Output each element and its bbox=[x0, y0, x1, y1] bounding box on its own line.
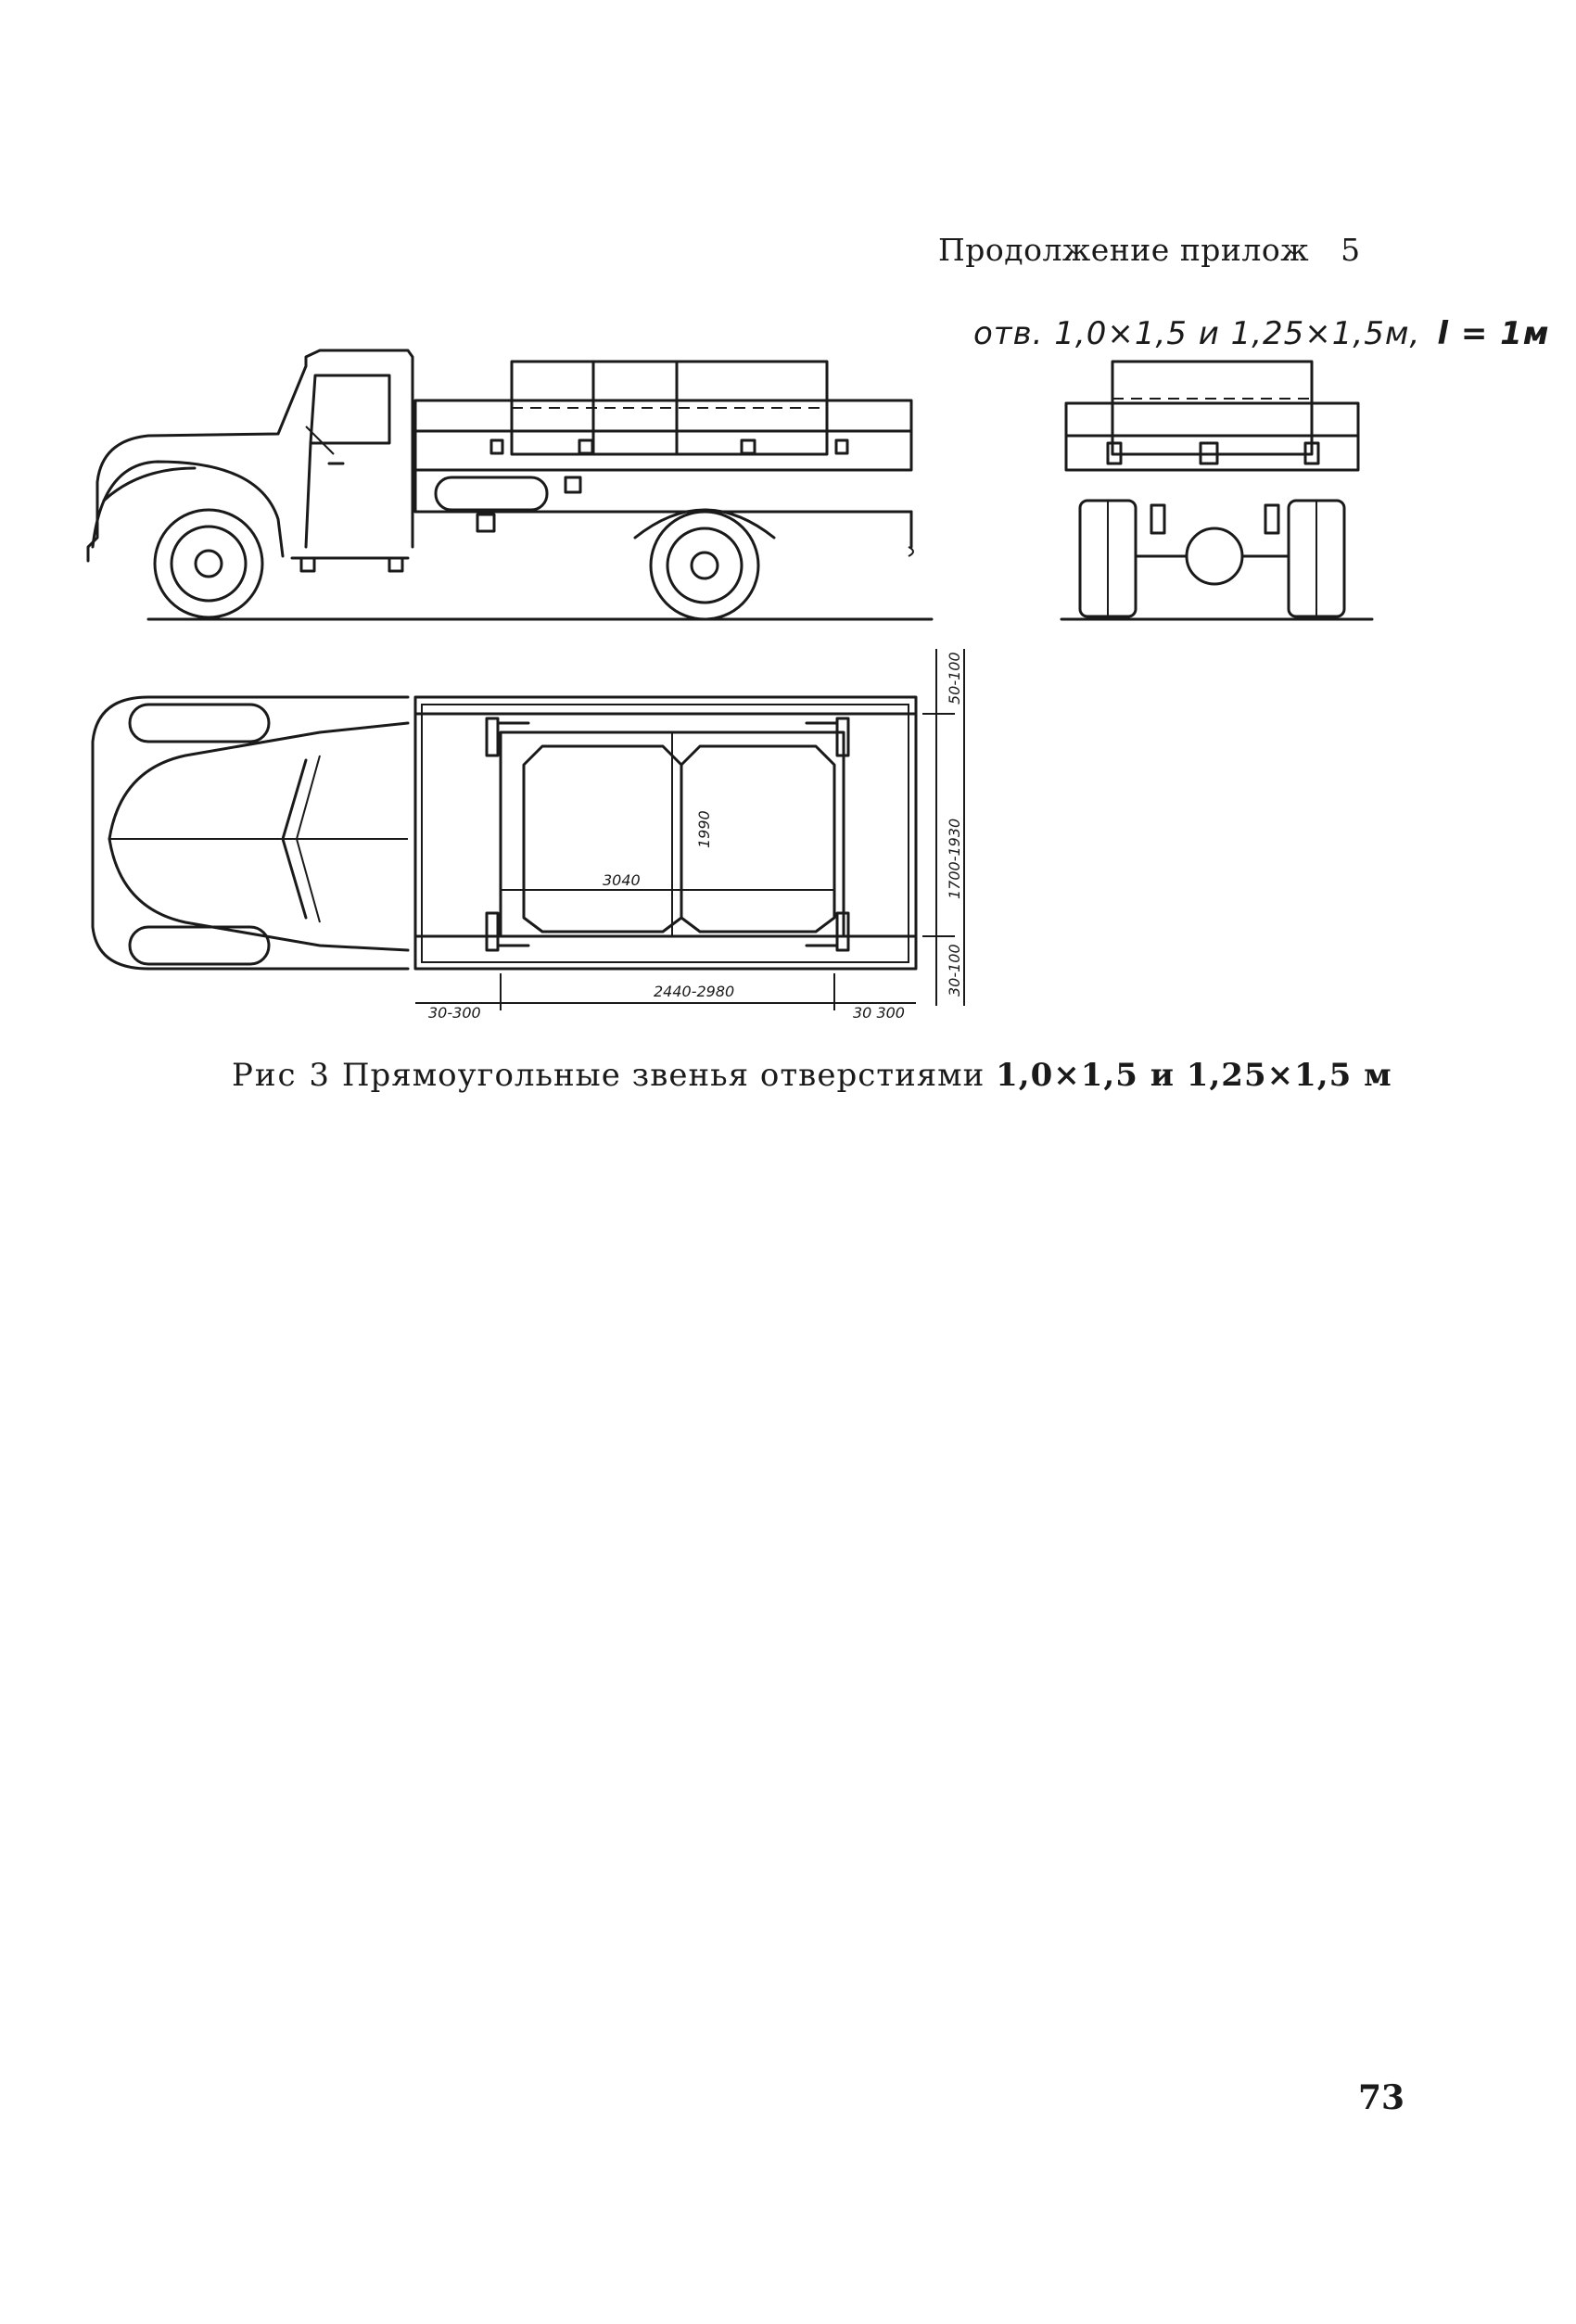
tow-hook bbox=[909, 547, 913, 556]
dim-width-bottom: 30-100 bbox=[946, 944, 963, 997]
spring bbox=[1265, 505, 1278, 533]
truck-plan-view bbox=[93, 649, 964, 1022]
figure-number: Рис 3 bbox=[232, 1057, 332, 1094]
dim-inner-width: 1700-1930 bbox=[946, 818, 963, 899]
front-fender bbox=[93, 462, 283, 556]
front-wheel-hub bbox=[196, 551, 222, 577]
rear-wheel-hub bbox=[692, 552, 718, 578]
dim-width-top: 50-100 bbox=[946, 652, 963, 705]
page-number: 73 bbox=[1358, 2078, 1405, 2117]
clamp bbox=[487, 718, 498, 756]
tie-down bbox=[491, 440, 502, 453]
caption-text: Прямоугольные звенья отверстиями bbox=[341, 1057, 985, 1094]
clamp bbox=[487, 913, 498, 950]
rear-fender bbox=[635, 510, 774, 538]
dim-margin-left: 30-300 bbox=[428, 1004, 481, 1022]
truck-side-view bbox=[88, 350, 932, 619]
battery-box bbox=[477, 514, 494, 531]
fender-plan bbox=[130, 705, 269, 742]
dim-element-height: 1990 bbox=[695, 810, 713, 848]
figure-caption bbox=[232, 1057, 1392, 1094]
header-text: Продолжение прилож bbox=[938, 232, 1310, 268]
dim-margin-right: 30 300 bbox=[853, 1004, 905, 1022]
cargo-platform bbox=[415, 400, 911, 470]
side-bracket bbox=[566, 477, 580, 492]
dim-inner-length: 2440-2980 bbox=[654, 983, 735, 1000]
door-edge bbox=[306, 443, 311, 547]
tie-down bbox=[579, 440, 592, 453]
front-wheel-rim bbox=[172, 527, 246, 601]
hood-plan bbox=[109, 839, 408, 950]
opening-left bbox=[524, 746, 681, 932]
concrete-element-rear bbox=[1112, 362, 1312, 454]
rear-wheel-rim bbox=[667, 528, 742, 603]
truck-rear-view bbox=[1061, 362, 1372, 619]
length-label: l = 1м bbox=[1437, 315, 1550, 352]
cab-window bbox=[311, 375, 389, 443]
truck-drawing bbox=[0, 0, 1576, 1048]
dim-element-length: 3040 bbox=[603, 871, 641, 889]
step bbox=[389, 558, 402, 571]
step bbox=[301, 558, 314, 571]
appendix-number: 5 bbox=[1341, 232, 1361, 268]
hood-line bbox=[104, 468, 195, 501]
opening-sizes: отв. 1,0×1,5 и 1,25×1,5м, bbox=[973, 315, 1421, 352]
tie-down bbox=[742, 440, 755, 453]
fuel-tank bbox=[436, 477, 547, 510]
tie-down bbox=[836, 440, 847, 453]
differential bbox=[1187, 528, 1242, 584]
caption-sizes: 1,0×1,5 и 1,25×1,5 м bbox=[996, 1057, 1392, 1094]
spring bbox=[1151, 505, 1164, 533]
